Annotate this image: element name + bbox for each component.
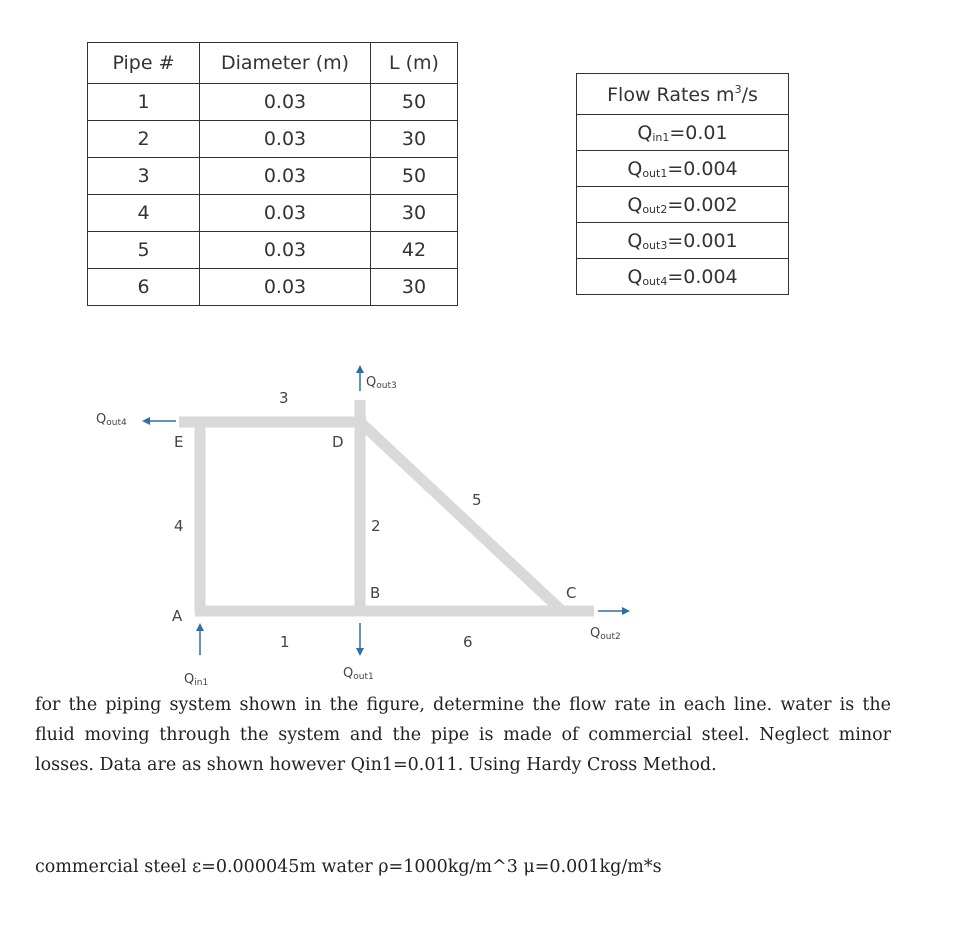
table-row: [88, 232, 458, 269]
table-row: [577, 115, 789, 151]
flow-symbol: Q: [627, 193, 643, 216]
node-label-b: B: [370, 584, 381, 602]
length-cell: 50: [371, 158, 458, 195]
pipe-data-table: [87, 42, 458, 306]
pipe-label-2: 2: [371, 517, 381, 535]
flow-rates-header: [577, 74, 789, 115]
piping-network-diagram: [0, 355, 971, 685]
flow-subscript: in1: [652, 130, 670, 144]
node-label-c: C: [566, 584, 577, 602]
flow-symbol: Q: [627, 265, 643, 288]
pipe-label-3: 3: [279, 389, 289, 407]
flow-value: =0.002: [667, 193, 738, 216]
diameter-cell: 0.03: [200, 121, 371, 158]
table-row: [577, 187, 789, 223]
length-cell: 50: [371, 84, 458, 121]
flow-subscript: out2: [642, 202, 668, 216]
flow-rate-cell: [577, 151, 789, 187]
constants-statement: commercial steel ε=0.000045m water ρ=1000kg/m^3 μ=0.001kg/m*s: [35, 857, 662, 877]
flow-subscript: out4: [642, 274, 668, 288]
qout4-label: Qout4: [96, 412, 127, 428]
table-row: [88, 158, 458, 195]
diameter-cell: 0.03: [200, 84, 371, 121]
qout3-label: Qout3: [366, 375, 397, 391]
table-row: [88, 84, 458, 121]
flow-rates-header-text: Flow Rates m: [607, 83, 735, 106]
pipe-label-1: 1: [280, 633, 290, 651]
qout2-label: Qout2: [590, 626, 621, 642]
pipes: [179, 400, 594, 613]
flow-subscript: out1: [642, 166, 668, 180]
diameter-header: Diameter (m): [200, 43, 371, 84]
table-row: [88, 121, 458, 158]
flow-rates-header-unit: /s: [741, 83, 758, 106]
flow-rates-header-sup: 3: [734, 82, 742, 96]
table-row: [577, 151, 789, 187]
table-row: [577, 259, 789, 295]
flow-symbol: Q: [627, 229, 643, 252]
pipe-label-4: 4: [174, 517, 184, 535]
flow-rate-cell: [577, 115, 789, 151]
qout1-label: Qout1: [343, 666, 374, 682]
node-label-a: A: [172, 607, 183, 625]
length-cell: 30: [371, 195, 458, 232]
flow-symbol: Q: [637, 121, 653, 144]
length-header: L (m): [371, 43, 458, 84]
diameter-cell: 0.03: [200, 195, 371, 232]
qin1-label: Qin1: [184, 672, 209, 685]
flow-symbol: Q: [627, 157, 643, 180]
flow-rate-cell: [577, 259, 789, 295]
problem-statement: for the piping system shown in the figure, determine the flow rate in each line. water is the fluid moving through the system and the pipe is made of commercial steel. Neglect minor losses. Data are as shown however Qin1=0.011. Using Hardy Cross Method.: [35, 695, 891, 775]
length-cell: 30: [371, 121, 458, 158]
pipe-number-cell: 3: [88, 158, 200, 195]
table-row: [88, 269, 458, 306]
flow-value: =0.01: [669, 121, 728, 144]
flow-rates-table: [576, 73, 789, 295]
flow-value: =0.001: [667, 229, 738, 252]
diameter-cell: 0.03: [200, 158, 371, 195]
flow-value: =0.004: [667, 157, 738, 180]
node-label-d: D: [332, 433, 344, 451]
flow-value: =0.004: [667, 265, 738, 288]
pipe-number-cell: 4: [88, 195, 200, 232]
flow-subscript: out3: [642, 238, 668, 252]
pipe-number-cell: 2: [88, 121, 200, 158]
pipe-number-header: Pipe #: [88, 43, 200, 84]
pipe-label-6: 6: [463, 633, 473, 651]
diameter-cell: 0.03: [200, 232, 371, 269]
pipe-number-cell: 5: [88, 232, 200, 269]
table-row: [577, 223, 789, 259]
node-label-e: E: [174, 433, 184, 451]
diameter-cell: 0.03: [200, 269, 371, 306]
flow-rate-cell: [577, 187, 789, 223]
pipe-5: [360, 422, 562, 611]
table-header-row: [88, 43, 458, 84]
pipe-number-cell: 1: [88, 84, 200, 121]
length-cell: 42: [371, 232, 458, 269]
table-row: [88, 195, 458, 232]
flow-rate-cell: [577, 223, 789, 259]
pipe-number-cell: 6: [88, 269, 200, 306]
pipe-label-5: 5: [472, 491, 482, 509]
table-header-row: [577, 74, 789, 115]
length-cell: 30: [371, 269, 458, 306]
